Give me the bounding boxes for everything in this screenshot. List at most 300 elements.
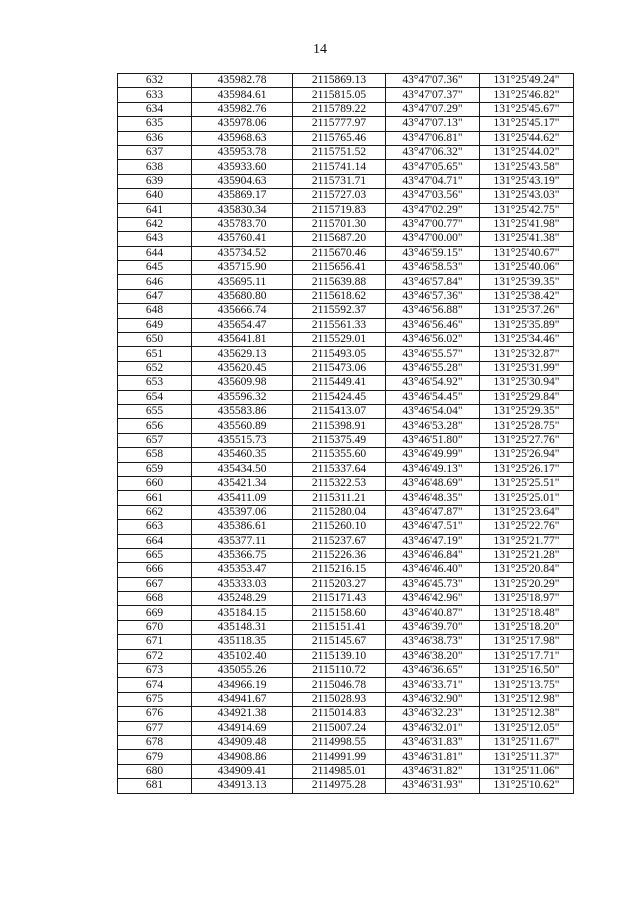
x-coordinate-cell: 435596.32 bbox=[192, 390, 293, 404]
latitude-cell: 43°47'00.00" bbox=[386, 232, 480, 246]
point-number-cell: 646 bbox=[118, 275, 192, 289]
longitude-cell: 131°25'31.99" bbox=[480, 361, 574, 375]
x-coordinate-cell: 435515.73 bbox=[192, 433, 293, 447]
table-row bbox=[118, 74, 574, 88]
latitude-cell: 43°46'54.92" bbox=[386, 376, 480, 390]
longitude-cell: 131°25'26.17" bbox=[480, 462, 574, 476]
y-coordinate-cell: 2114998.55 bbox=[293, 735, 386, 749]
y-coordinate-cell: 2115398.91 bbox=[293, 419, 386, 433]
x-coordinate-cell: 434913.13 bbox=[192, 779, 293, 793]
table-row bbox=[118, 779, 574, 793]
point-number-cell: 654 bbox=[118, 390, 192, 404]
y-coordinate-cell: 2115719.83 bbox=[293, 203, 386, 217]
latitude-cell: 43°47'03.56" bbox=[386, 189, 480, 203]
table-row bbox=[118, 764, 574, 778]
point-number-cell: 640 bbox=[118, 189, 192, 203]
latitude-cell: 43°46'56.46" bbox=[386, 318, 480, 332]
latitude-cell: 43°46'48.69" bbox=[386, 476, 480, 490]
x-coordinate-cell: 435982.78 bbox=[192, 74, 293, 88]
point-number-cell: 670 bbox=[118, 620, 192, 634]
table-row bbox=[118, 433, 574, 447]
latitude-cell: 43°46'57.84" bbox=[386, 275, 480, 289]
longitude-cell: 131°25'17.98" bbox=[480, 635, 574, 649]
y-coordinate-cell: 2115280.04 bbox=[293, 505, 386, 519]
longitude-cell: 131°25'26.94" bbox=[480, 448, 574, 462]
longitude-cell: 131°25'49.24" bbox=[480, 74, 574, 88]
table-row bbox=[118, 232, 574, 246]
latitude-cell: 43°46'31.82" bbox=[386, 764, 480, 778]
point-number-cell: 653 bbox=[118, 376, 192, 390]
point-number-cell: 648 bbox=[118, 304, 192, 318]
longitude-cell: 131°25'39.35" bbox=[480, 275, 574, 289]
table-row bbox=[118, 462, 574, 476]
longitude-cell: 131°25'37.26" bbox=[480, 304, 574, 318]
latitude-cell: 43°47'06.32" bbox=[386, 145, 480, 159]
longitude-cell: 131°25'12.98" bbox=[480, 692, 574, 706]
table-row bbox=[118, 476, 574, 490]
table-row bbox=[118, 289, 574, 303]
x-coordinate-cell: 435715.90 bbox=[192, 261, 293, 275]
point-number-cell: 639 bbox=[118, 174, 192, 188]
y-coordinate-cell: 2115656.41 bbox=[293, 261, 386, 275]
point-number-cell: 634 bbox=[118, 102, 192, 116]
latitude-cell: 43°47'06.81" bbox=[386, 131, 480, 145]
x-coordinate-cell: 435366.75 bbox=[192, 548, 293, 562]
latitude-cell: 43°46'55.57" bbox=[386, 347, 480, 361]
longitude-cell: 131°25'11.06" bbox=[480, 764, 574, 778]
y-coordinate-cell: 2115670.46 bbox=[293, 246, 386, 260]
x-coordinate-cell: 435982.76 bbox=[192, 102, 293, 116]
x-coordinate-cell: 435680.80 bbox=[192, 289, 293, 303]
y-coordinate-cell: 2115311.21 bbox=[293, 491, 386, 505]
longitude-cell: 131°25'45.67" bbox=[480, 102, 574, 116]
y-coordinate-cell: 2115561.33 bbox=[293, 318, 386, 332]
table-row bbox=[118, 606, 574, 620]
table-row bbox=[118, 563, 574, 577]
y-coordinate-cell: 2115226.36 bbox=[293, 548, 386, 562]
point-number-cell: 644 bbox=[118, 246, 192, 260]
latitude-cell: 43°46'32.01" bbox=[386, 721, 480, 735]
longitude-cell: 131°25'41.38" bbox=[480, 232, 574, 246]
y-coordinate-cell: 2115110.72 bbox=[293, 664, 386, 678]
table-row bbox=[118, 217, 574, 231]
point-number-cell: 676 bbox=[118, 707, 192, 721]
y-coordinate-cell: 2115789.22 bbox=[293, 102, 386, 116]
x-coordinate-cell: 435377.11 bbox=[192, 534, 293, 548]
table-row bbox=[118, 347, 574, 361]
y-coordinate-cell: 2115237.67 bbox=[293, 534, 386, 548]
latitude-cell: 43°46'42.96" bbox=[386, 592, 480, 606]
latitude-cell: 43°47'02.29" bbox=[386, 203, 480, 217]
latitude-cell: 43°47'07.29" bbox=[386, 102, 480, 116]
x-coordinate-cell: 434908.86 bbox=[192, 750, 293, 764]
y-coordinate-cell: 2115158.60 bbox=[293, 606, 386, 620]
y-coordinate-cell: 2114985.01 bbox=[293, 764, 386, 778]
latitude-cell: 43°46'59.15" bbox=[386, 246, 480, 260]
x-coordinate-cell: 435609.98 bbox=[192, 376, 293, 390]
longitude-cell: 131°25'40.06" bbox=[480, 261, 574, 275]
x-coordinate-cell: 435386.61 bbox=[192, 520, 293, 534]
table-row bbox=[118, 592, 574, 606]
point-number-cell: 632 bbox=[118, 74, 192, 88]
point-number-cell: 657 bbox=[118, 433, 192, 447]
x-coordinate-cell: 435460.35 bbox=[192, 448, 293, 462]
latitude-cell: 43°46'45.73" bbox=[386, 577, 480, 591]
table-row bbox=[118, 534, 574, 548]
latitude-cell: 43°46'46.84" bbox=[386, 548, 480, 562]
x-coordinate-cell: 435583.86 bbox=[192, 404, 293, 418]
y-coordinate-cell: 2115322.53 bbox=[293, 476, 386, 490]
table-row bbox=[118, 448, 574, 462]
x-coordinate-cell: 435953.78 bbox=[192, 145, 293, 159]
table-row bbox=[118, 620, 574, 634]
point-number-cell: 656 bbox=[118, 419, 192, 433]
longitude-cell: 131°25'29.35" bbox=[480, 404, 574, 418]
longitude-cell: 131°25'43.19" bbox=[480, 174, 574, 188]
table-row bbox=[118, 376, 574, 390]
y-coordinate-cell: 2115765.46 bbox=[293, 131, 386, 145]
longitude-cell: 131°25'38.42" bbox=[480, 289, 574, 303]
latitude-cell: 43°46'38.20" bbox=[386, 649, 480, 663]
table-row bbox=[118, 419, 574, 433]
latitude-cell: 43°46'32.90" bbox=[386, 692, 480, 706]
y-coordinate-cell: 2114975.28 bbox=[293, 779, 386, 793]
latitude-cell: 43°46'47.87" bbox=[386, 505, 480, 519]
table-row bbox=[118, 635, 574, 649]
table-row bbox=[118, 505, 574, 519]
longitude-cell: 131°25'43.03" bbox=[480, 189, 574, 203]
table-row bbox=[118, 721, 574, 735]
y-coordinate-cell: 2115260.10 bbox=[293, 520, 386, 534]
latitude-cell: 43°46'38.73" bbox=[386, 635, 480, 649]
table-row bbox=[118, 404, 574, 418]
x-coordinate-cell: 435353.47 bbox=[192, 563, 293, 577]
point-number-cell: 633 bbox=[118, 88, 192, 102]
y-coordinate-cell: 2115701.30 bbox=[293, 217, 386, 231]
point-number-cell: 641 bbox=[118, 203, 192, 217]
y-coordinate-cell: 2115731.71 bbox=[293, 174, 386, 188]
x-coordinate-cell: 435654.47 bbox=[192, 318, 293, 332]
longitude-cell: 131°25'12.38" bbox=[480, 707, 574, 721]
page-number: 14 bbox=[313, 42, 327, 57]
point-number-cell: 681 bbox=[118, 779, 192, 793]
x-coordinate-cell: 435968.63 bbox=[192, 131, 293, 145]
longitude-cell: 131°25'23.64" bbox=[480, 505, 574, 519]
longitude-cell: 131°25'27.76" bbox=[480, 433, 574, 447]
point-number-cell: 636 bbox=[118, 131, 192, 145]
point-number-cell: 677 bbox=[118, 721, 192, 735]
y-coordinate-cell: 2115741.14 bbox=[293, 160, 386, 174]
point-number-cell: 652 bbox=[118, 361, 192, 375]
point-number-cell: 673 bbox=[118, 664, 192, 678]
longitude-cell: 131°25'10.62" bbox=[480, 779, 574, 793]
table-row bbox=[118, 88, 574, 102]
table-row bbox=[118, 735, 574, 749]
table-row bbox=[118, 102, 574, 116]
y-coordinate-cell: 2115171.43 bbox=[293, 592, 386, 606]
point-number-cell: 674 bbox=[118, 678, 192, 692]
y-coordinate-cell: 2115145.67 bbox=[293, 635, 386, 649]
table-row bbox=[118, 318, 574, 332]
point-number-cell: 664 bbox=[118, 534, 192, 548]
latitude-cell: 43°46'31.93" bbox=[386, 779, 480, 793]
x-coordinate-cell: 435118.35 bbox=[192, 635, 293, 649]
y-coordinate-cell: 2115424.45 bbox=[293, 390, 386, 404]
longitude-cell: 131°25'34.46" bbox=[480, 333, 574, 347]
point-number-cell: 645 bbox=[118, 261, 192, 275]
point-number-cell: 665 bbox=[118, 548, 192, 562]
latitude-cell: 43°46'47.19" bbox=[386, 534, 480, 548]
y-coordinate-cell: 2115014.83 bbox=[293, 707, 386, 721]
longitude-cell: 131°25'21.77" bbox=[480, 534, 574, 548]
x-coordinate-cell: 434914.69 bbox=[192, 721, 293, 735]
x-coordinate-cell: 435055.26 bbox=[192, 664, 293, 678]
table-row bbox=[118, 678, 574, 692]
table-row bbox=[118, 275, 574, 289]
table-row bbox=[118, 160, 574, 174]
y-coordinate-cell: 2115869.13 bbox=[293, 74, 386, 88]
point-number-cell: 680 bbox=[118, 764, 192, 778]
y-coordinate-cell: 2115493.05 bbox=[293, 347, 386, 361]
longitude-cell: 131°25'30.94" bbox=[480, 376, 574, 390]
latitude-cell: 43°46'57.36" bbox=[386, 289, 480, 303]
y-coordinate-cell: 2115028.93 bbox=[293, 692, 386, 706]
x-coordinate-cell: 435830.34 bbox=[192, 203, 293, 217]
point-number-cell: 635 bbox=[118, 117, 192, 131]
x-coordinate-cell: 435984.61 bbox=[192, 88, 293, 102]
point-number-cell: 642 bbox=[118, 217, 192, 231]
point-number-cell: 662 bbox=[118, 505, 192, 519]
y-coordinate-cell: 2115355.60 bbox=[293, 448, 386, 462]
point-number-cell: 661 bbox=[118, 491, 192, 505]
point-number-cell: 663 bbox=[118, 520, 192, 534]
y-coordinate-cell: 2115727.03 bbox=[293, 189, 386, 203]
y-coordinate-cell: 2114991.99 bbox=[293, 750, 386, 764]
y-coordinate-cell: 2115375.49 bbox=[293, 433, 386, 447]
latitude-cell: 43°46'56.02" bbox=[386, 333, 480, 347]
x-coordinate-cell: 435248.29 bbox=[192, 592, 293, 606]
point-number-cell: 659 bbox=[118, 462, 192, 476]
y-coordinate-cell: 2115777.97 bbox=[293, 117, 386, 131]
x-coordinate-cell: 435760.41 bbox=[192, 232, 293, 246]
longitude-cell: 131°25'18.48" bbox=[480, 606, 574, 620]
y-coordinate-cell: 2115751.52 bbox=[293, 145, 386, 159]
point-number-cell: 678 bbox=[118, 735, 192, 749]
table-row bbox=[118, 664, 574, 678]
latitude-cell: 43°47'00.77" bbox=[386, 217, 480, 231]
x-coordinate-cell: 435560.89 bbox=[192, 419, 293, 433]
x-coordinate-cell: 435184.15 bbox=[192, 606, 293, 620]
point-number-cell: 667 bbox=[118, 577, 192, 591]
y-coordinate-cell: 2115216.15 bbox=[293, 563, 386, 577]
table-row bbox=[118, 189, 574, 203]
longitude-cell: 131°25'11.37" bbox=[480, 750, 574, 764]
table-row bbox=[118, 174, 574, 188]
table-row bbox=[118, 333, 574, 347]
point-number-cell: 651 bbox=[118, 347, 192, 361]
latitude-cell: 43°47'04.71" bbox=[386, 174, 480, 188]
latitude-cell: 43°46'54.04" bbox=[386, 404, 480, 418]
longitude-cell: 131°25'44.02" bbox=[480, 145, 574, 159]
x-coordinate-cell: 434966.19 bbox=[192, 678, 293, 692]
table-row bbox=[118, 203, 574, 217]
latitude-cell: 43°46'40.87" bbox=[386, 606, 480, 620]
y-coordinate-cell: 2115473.06 bbox=[293, 361, 386, 375]
table-row bbox=[118, 131, 574, 145]
longitude-cell: 131°25'29.84" bbox=[480, 390, 574, 404]
y-coordinate-cell: 2115413.07 bbox=[293, 404, 386, 418]
longitude-cell: 131°25'22.76" bbox=[480, 520, 574, 534]
point-number-cell: 647 bbox=[118, 289, 192, 303]
x-coordinate-cell: 435666.74 bbox=[192, 304, 293, 318]
longitude-cell: 131°25'43.58" bbox=[480, 160, 574, 174]
table-row bbox=[118, 520, 574, 534]
y-coordinate-cell: 2115529.01 bbox=[293, 333, 386, 347]
point-number-cell: 649 bbox=[118, 318, 192, 332]
point-number-cell: 638 bbox=[118, 160, 192, 174]
longitude-cell: 131°25'28.75" bbox=[480, 419, 574, 433]
longitude-cell: 131°25'11.67" bbox=[480, 735, 574, 749]
longitude-cell: 131°25'46.82" bbox=[480, 88, 574, 102]
latitude-cell: 43°46'49.13" bbox=[386, 462, 480, 476]
longitude-cell: 131°25'16.50" bbox=[480, 664, 574, 678]
table-row bbox=[118, 692, 574, 706]
longitude-cell: 131°25'41.98" bbox=[480, 217, 574, 231]
longitude-cell: 131°25'40.67" bbox=[480, 246, 574, 260]
x-coordinate-cell: 435734.52 bbox=[192, 246, 293, 260]
x-coordinate-cell: 435397.06 bbox=[192, 505, 293, 519]
x-coordinate-cell: 435434.50 bbox=[192, 462, 293, 476]
longitude-cell: 131°25'32.87" bbox=[480, 347, 574, 361]
latitude-cell: 43°46'55.28" bbox=[386, 361, 480, 375]
point-number-cell: 675 bbox=[118, 692, 192, 706]
latitude-cell: 43°46'32.23" bbox=[386, 707, 480, 721]
table-row bbox=[118, 750, 574, 764]
table-row bbox=[118, 548, 574, 562]
point-number-cell: 669 bbox=[118, 606, 192, 620]
table-row bbox=[118, 491, 574, 505]
latitude-cell: 43°47'07.37" bbox=[386, 88, 480, 102]
latitude-cell: 43°46'31.83" bbox=[386, 735, 480, 749]
x-coordinate-cell: 435620.45 bbox=[192, 361, 293, 375]
latitude-cell: 43°47'07.13" bbox=[386, 117, 480, 131]
longitude-cell: 131°25'12.05" bbox=[480, 721, 574, 735]
latitude-cell: 43°46'33.71" bbox=[386, 678, 480, 692]
x-coordinate-cell: 435411.09 bbox=[192, 491, 293, 505]
latitude-cell: 43°46'54.45" bbox=[386, 390, 480, 404]
latitude-cell: 43°46'48.35" bbox=[386, 491, 480, 505]
y-coordinate-cell: 2115203.27 bbox=[293, 577, 386, 591]
table-row bbox=[118, 390, 574, 404]
point-number-cell: 679 bbox=[118, 750, 192, 764]
latitude-cell: 43°46'58.53" bbox=[386, 261, 480, 275]
latitude-cell: 43°47'07.36" bbox=[386, 74, 480, 88]
longitude-cell: 131°25'18.97" bbox=[480, 592, 574, 606]
longitude-cell: 131°25'35.89" bbox=[480, 318, 574, 332]
point-number-cell: 666 bbox=[118, 563, 192, 577]
x-coordinate-cell: 435629.13 bbox=[192, 347, 293, 361]
point-number-cell: 672 bbox=[118, 649, 192, 663]
point-number-cell: 671 bbox=[118, 635, 192, 649]
table-row bbox=[118, 649, 574, 663]
x-coordinate-cell: 435978.06 bbox=[192, 117, 293, 131]
latitude-cell: 43°46'31.81" bbox=[386, 750, 480, 764]
latitude-cell: 43°46'46.40" bbox=[386, 563, 480, 577]
longitude-cell: 131°25'17.71" bbox=[480, 649, 574, 663]
table-row bbox=[118, 145, 574, 159]
longitude-cell: 131°25'18.20" bbox=[480, 620, 574, 634]
y-coordinate-cell: 2115639.88 bbox=[293, 275, 386, 289]
point-number-cell: 650 bbox=[118, 333, 192, 347]
latitude-cell: 43°46'49.99" bbox=[386, 448, 480, 462]
x-coordinate-cell: 435102.40 bbox=[192, 649, 293, 663]
coordinates-table bbox=[117, 73, 574, 794]
x-coordinate-cell: 434921.38 bbox=[192, 707, 293, 721]
point-number-cell: 643 bbox=[118, 232, 192, 246]
longitude-cell: 131°25'21.28" bbox=[480, 548, 574, 562]
x-coordinate-cell: 435904.63 bbox=[192, 174, 293, 188]
table-row bbox=[118, 707, 574, 721]
y-coordinate-cell: 2115046.78 bbox=[293, 678, 386, 692]
x-coordinate-cell: 435695.11 bbox=[192, 275, 293, 289]
longitude-cell: 131°25'20.84" bbox=[480, 563, 574, 577]
x-coordinate-cell: 435148.31 bbox=[192, 620, 293, 634]
x-coordinate-cell: 434909.48 bbox=[192, 735, 293, 749]
point-number-cell: 668 bbox=[118, 592, 192, 606]
latitude-cell: 43°46'39.70" bbox=[386, 620, 480, 634]
longitude-cell: 131°25'44.62" bbox=[480, 131, 574, 145]
y-coordinate-cell: 2115687.20 bbox=[293, 232, 386, 246]
latitude-cell: 43°46'56.88" bbox=[386, 304, 480, 318]
y-coordinate-cell: 2115151.41 bbox=[293, 620, 386, 634]
x-coordinate-cell: 435783.70 bbox=[192, 217, 293, 231]
longitude-cell: 131°25'20.29" bbox=[480, 577, 574, 591]
y-coordinate-cell: 2115007.24 bbox=[293, 721, 386, 735]
longitude-cell: 131°25'13.75" bbox=[480, 678, 574, 692]
y-coordinate-cell: 2115592.37 bbox=[293, 304, 386, 318]
longitude-cell: 131°25'25.51" bbox=[480, 476, 574, 490]
x-coordinate-cell: 434909.41 bbox=[192, 764, 293, 778]
longitude-cell: 131°25'45.17" bbox=[480, 117, 574, 131]
longitude-cell: 131°25'42.75" bbox=[480, 203, 574, 217]
coordinates-table-body bbox=[118, 74, 574, 794]
table-row bbox=[118, 261, 574, 275]
table-row bbox=[118, 117, 574, 131]
y-coordinate-cell: 2115618.62 bbox=[293, 289, 386, 303]
x-coordinate-cell: 435641.81 bbox=[192, 333, 293, 347]
latitude-cell: 43°46'51.80" bbox=[386, 433, 480, 447]
latitude-cell: 43°46'53.28" bbox=[386, 419, 480, 433]
x-coordinate-cell: 435869.17 bbox=[192, 189, 293, 203]
y-coordinate-cell: 2115815.05 bbox=[293, 88, 386, 102]
point-number-cell: 637 bbox=[118, 145, 192, 159]
table-row bbox=[118, 577, 574, 591]
x-coordinate-cell: 435933.60 bbox=[192, 160, 293, 174]
point-number-cell: 655 bbox=[118, 404, 192, 418]
latitude-cell: 43°47'05.65" bbox=[386, 160, 480, 174]
x-coordinate-cell: 435421.34 bbox=[192, 476, 293, 490]
x-coordinate-cell: 435333.03 bbox=[192, 577, 293, 591]
latitude-cell: 43°46'47.51" bbox=[386, 520, 480, 534]
point-number-cell: 658 bbox=[118, 448, 192, 462]
point-number-cell: 660 bbox=[118, 476, 192, 490]
y-coordinate-cell: 2115449.41 bbox=[293, 376, 386, 390]
longitude-cell: 131°25'25.01" bbox=[480, 491, 574, 505]
table-row bbox=[118, 361, 574, 375]
y-coordinate-cell: 2115337.64 bbox=[293, 462, 386, 476]
table-row bbox=[118, 304, 574, 318]
x-coordinate-cell: 434941.67 bbox=[192, 692, 293, 706]
